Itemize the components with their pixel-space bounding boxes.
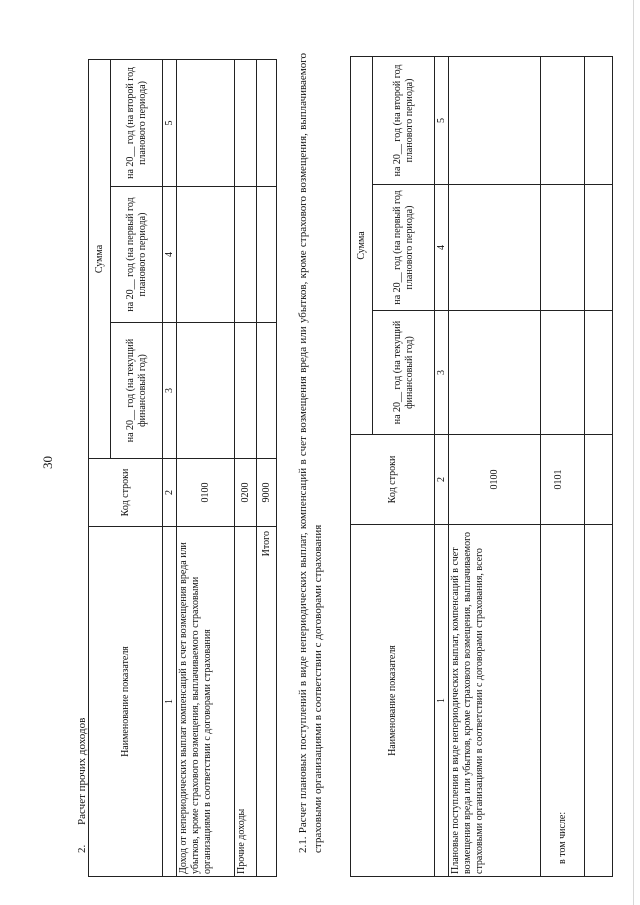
row-code: 0100 <box>449 435 541 525</box>
table-row <box>541 56 585 876</box>
row-code <box>585 435 613 525</box>
other-income-table <box>88 59 277 877</box>
column-number-row <box>163 59 177 876</box>
header-first-plan-year: на 20__ год (на первый год планового периода) <box>111 187 163 323</box>
column-number: 3 <box>435 311 449 435</box>
column-number: 1 <box>435 525 449 877</box>
header-sum: Сумма <box>89 59 111 458</box>
column-number: 4 <box>163 187 177 323</box>
header-indicator-name: Наименование показателя <box>89 527 163 877</box>
value-cell-second <box>585 56 613 184</box>
column-number: 5 <box>163 59 177 186</box>
value-cell-second <box>449 56 541 184</box>
value-cell-first <box>177 187 235 323</box>
value-cell-first <box>235 187 257 323</box>
value-cell-current <box>177 323 235 459</box>
header-indicator-name: Наименование показателя <box>351 525 435 877</box>
value-cell-current <box>585 311 613 435</box>
section-2-number: 2. <box>76 844 88 853</box>
section-2-title: Расчет прочих доходов <box>76 717 88 825</box>
value-cell-first <box>257 187 277 323</box>
row-code: 0100 <box>177 459 235 527</box>
planned-receipts-table <box>350 56 613 877</box>
table-header-row <box>89 59 111 876</box>
value-cell-current <box>257 323 277 459</box>
value-cell-second <box>541 56 585 184</box>
table-row <box>177 59 235 876</box>
value-cell-second <box>235 59 257 186</box>
header-row-code: Код строки <box>89 459 163 527</box>
row-name: Прочие доходы <box>235 527 257 877</box>
column-number: 2 <box>435 435 449 525</box>
value-cell-current <box>449 311 541 435</box>
table-row-total <box>257 59 277 876</box>
header-first-plan-year: на 20__ год (на первый год планового периода) <box>373 185 435 311</box>
row-name-total: Итого <box>257 527 277 877</box>
row-name <box>585 525 613 877</box>
section-2-1-heading: 2.1. Расчет плановых поступлений в виде непериодических выплат, компенсаций в счет возмещения вреда или убытков, кроме страхового возмещения, выплачиваемого страховыми организациями в соответствии с договорами страхования <box>297 53 324 853</box>
column-number: 1 <box>163 527 177 877</box>
value-cell-first <box>585 185 613 311</box>
row-name: в том числе: <box>541 525 585 877</box>
row-name: Доход от непериодических выплат компенсаций в счет возмещения вреда или убытков, кроме страхового возмещения, выплачиваемого страховыми организациями в соответствии с договорами страхования <box>177 527 235 877</box>
value-cell-second <box>257 59 277 186</box>
column-number: 5 <box>435 56 449 184</box>
column-number: 2 <box>163 459 177 527</box>
value-cell-first <box>541 185 585 311</box>
page-number: 30 <box>40 456 55 469</box>
header-current-year: на 20__ год (на текущий финансовый год) <box>373 311 435 435</box>
header-second-plan-year: на 20__ год (на второй год планового периода) <box>111 59 163 186</box>
table-row <box>235 59 257 876</box>
table-row <box>449 56 541 876</box>
table-header-row <box>351 56 373 876</box>
row-name: Плановые поступления в виде непериодических выплат, компенсаций в счет возмещения вреда или убытков, кроме страхового возмещения, выплачиваемого страховыми организациями в соответствии с договорами страхования, всего <box>449 525 541 877</box>
table-row <box>585 56 613 876</box>
header-sum: Сумма <box>351 56 373 434</box>
row-code: 9000 <box>257 459 277 527</box>
section-2-heading <box>76 718 88 853</box>
column-number: 3 <box>163 323 177 459</box>
header-row-code: Код строки <box>351 435 435 525</box>
column-number-row <box>435 56 449 876</box>
header-second-plan-year: на 20__ год (на второй год планового периода) <box>373 56 435 184</box>
value-cell-current <box>235 323 257 459</box>
column-number: 4 <box>435 185 449 311</box>
value-cell-first <box>449 185 541 311</box>
value-cell-second <box>177 59 235 186</box>
row-code: 0200 <box>235 459 257 527</box>
header-current-year: на 20__ год (на текущий финансовый год) <box>111 323 163 459</box>
value-cell-current <box>541 311 585 435</box>
row-code: 0101 <box>541 435 585 525</box>
